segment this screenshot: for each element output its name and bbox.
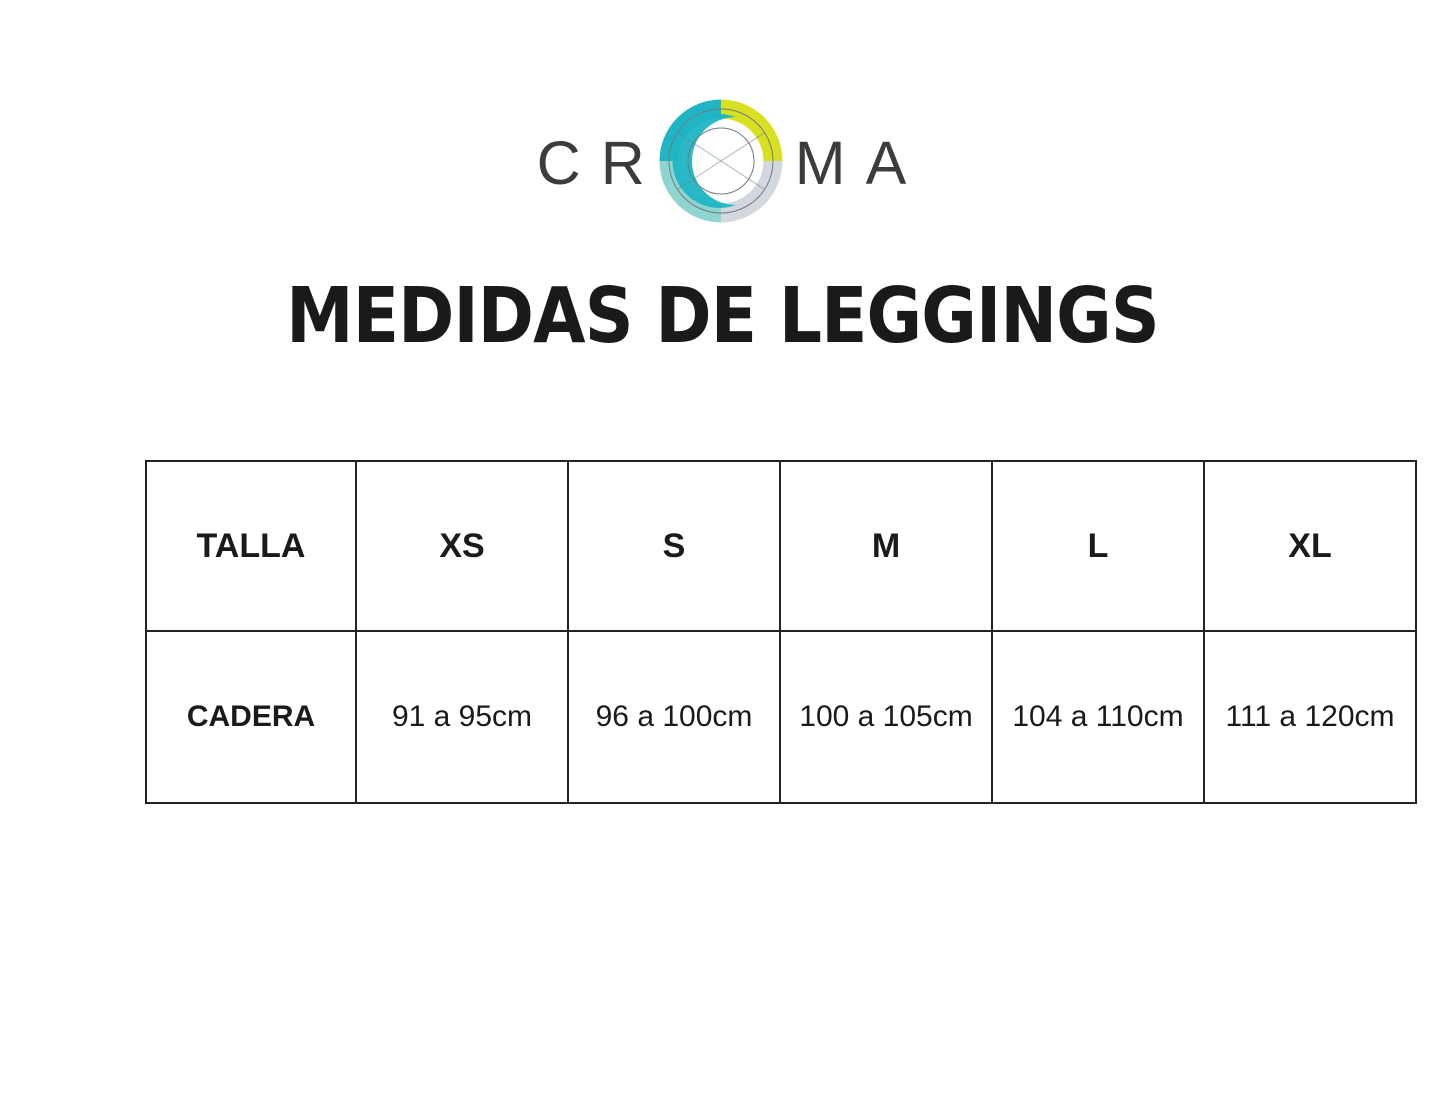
cell-cadera-m: 100 a 105cm [780,631,992,803]
size-table [145,460,1417,804]
table-header-row [146,461,1416,631]
size-chart [145,460,1395,804]
croma-ring-icon [658,98,784,224]
cell-cadera-xs: 91 a 95cm [356,631,568,803]
page-title: MEDIDAS DE LEGGINGS [286,272,1159,361]
logo-letter-a: A [865,128,909,197]
header-cell-xs: XS [356,461,568,631]
header-cell-m: M [780,461,992,631]
header-cell-talla: TALLA [146,461,356,631]
cell-cadera-s: 96 a 100cm [568,631,780,803]
header-cell-l: L [992,461,1204,631]
logo-lockup [528,86,918,236]
row-label-cadera: CADERA [146,631,356,803]
logo-letter-m: M [794,128,848,197]
cell-cadera-xl: 111 a 120cm [1204,631,1416,803]
header-cell-s: S [568,461,780,631]
brand-logo [0,86,1445,236]
logo-letter-r: R [600,128,647,197]
header-cell-xl: XL [1204,461,1416,631]
cell-cadera-l: 104 a 110cm [992,631,1204,803]
table-row [146,631,1416,803]
logo-letter-c: C [536,128,583,197]
